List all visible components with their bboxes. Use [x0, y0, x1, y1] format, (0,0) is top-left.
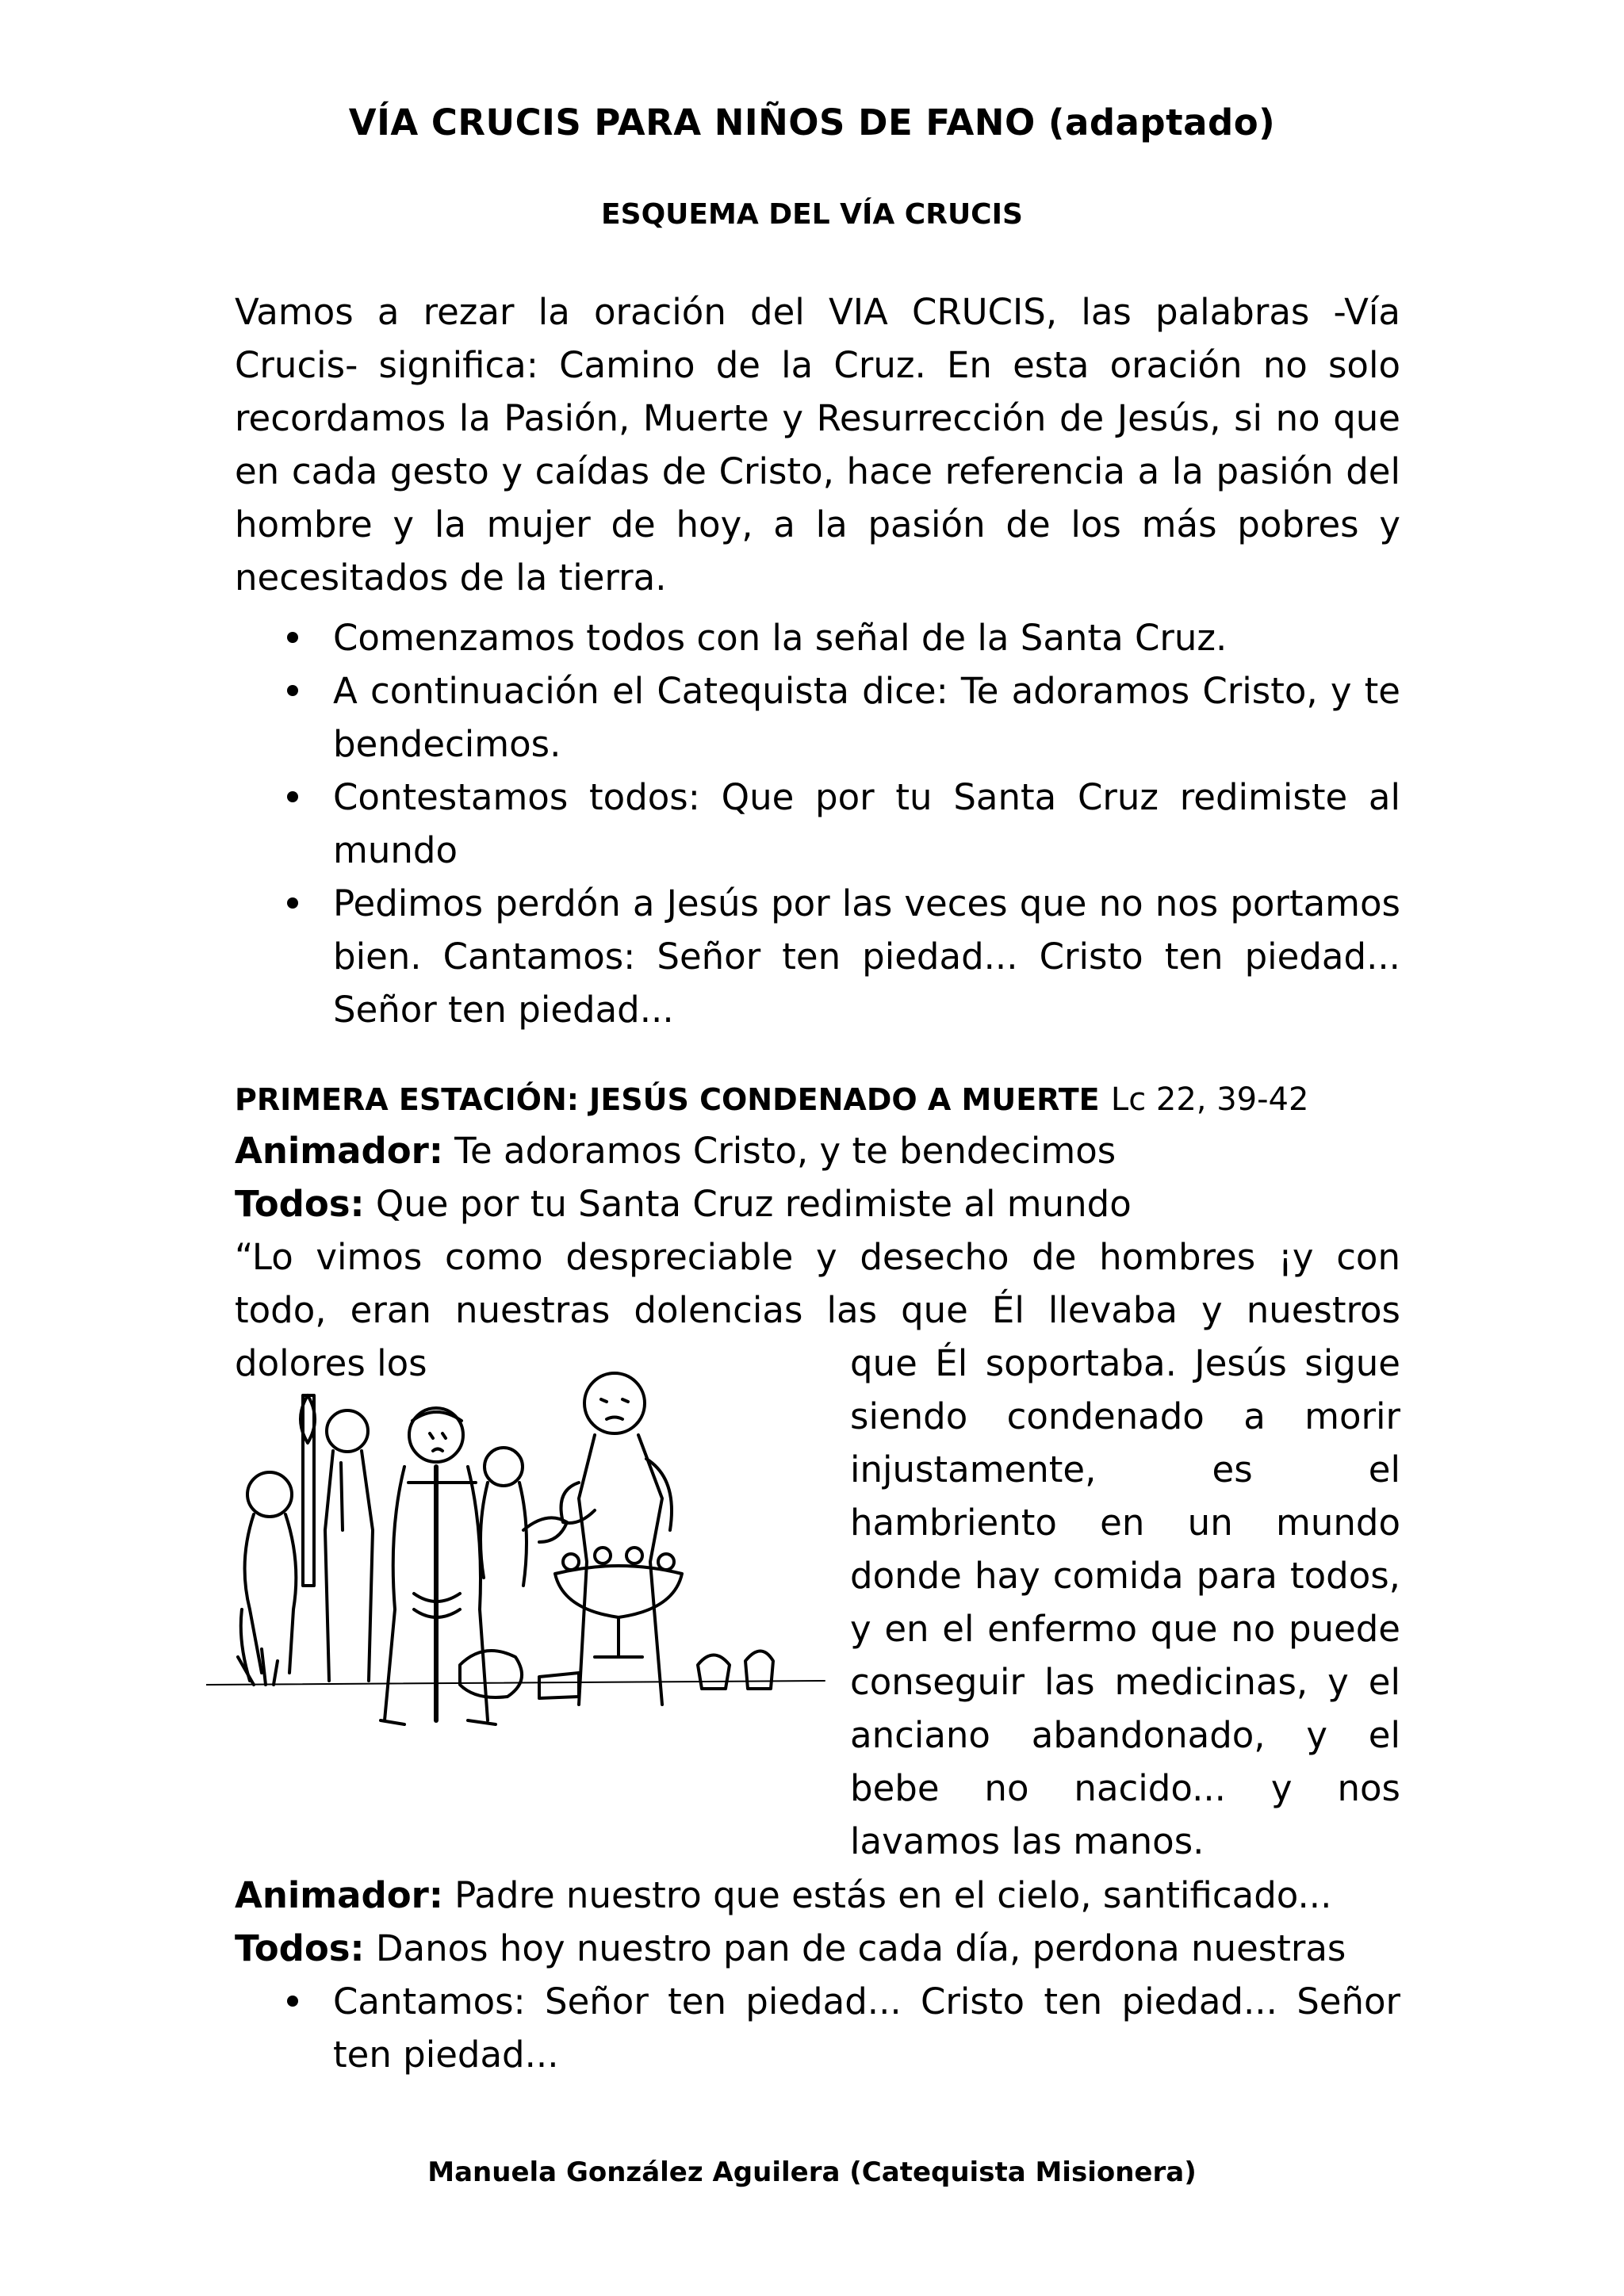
todos-text: Que por tu Santa Cruz redimiste al mundo: [375, 1183, 1132, 1225]
todos-label: Todos:: [235, 1927, 365, 1969]
station-bullet-list: [235, 1975, 1400, 2081]
bullet-icon: [287, 897, 298, 909]
animador-prayer-text: Padre nuestro que estás en el cielo, santificado...: [454, 1874, 1332, 1916]
intro-bullet-list: [235, 611, 1400, 1036]
todos-label: Todos:: [235, 1183, 365, 1225]
station-illustration: [206, 1372, 833, 1744]
list-item: Comenzamos todos con la señal de la Santa Cruz.: [235, 611, 1400, 664]
station-reflection: que Él soportaba. Jesús sigue siendo condenado a morir injustamente, es el hambriento en un mundo donde hay comida para todos, y en el enfermo que no puede conseguir las medicinas, y el anciano abandonado, y el bebe no nacido... y nos lavamos las manos.: [850, 1342, 1400, 1862]
station-heading: PRIMERA ESTACIÓN: JESÚS CONDENADO A MUERTE: [235, 1082, 1100, 1117]
document-footer: Manuela González Aguilera (Catequista Misionera): [427, 2156, 1197, 2188]
animador-line: [235, 1124, 1400, 1177]
bullet-icon: [287, 791, 298, 802]
list-item: A continuación el Catequista dice: Te adoramos Cristo, y te bendecimos.: [235, 664, 1400, 771]
intro-paragraph: Vamos a rezar la oración del VIA CRUCIS, las palabras -Vía Crucis- significa: Camino de la Cruz. En esta oración no solo recordamos la Pasión, Muerte y Resurrección de Jesús, si no que en cada gesto y caídas de Cristo, hace referencia a la pasión del hombre y la mujer de hoy, a la pasión de los más pobres y necesitados de la tierra.: [235, 291, 1400, 599]
station-quote: “Lo vimos como despreciable y desecho de hombres ¡y con todo, eran nuestras dolencias las que Él llevaba y nuestros dolores los: [235, 1236, 1400, 1384]
todos-line: [235, 1177, 1400, 1230]
animador-label: Animador:: [235, 1130, 443, 1172]
bullet-icon: [287, 1996, 298, 2007]
station-heading-line: [235, 1071, 1400, 1127]
todos-prayer-text: Danos hoy nuestro pan de cada día, perdona nuestras: [375, 1927, 1346, 1969]
list-item: Contestamos todos: Que por tu Santa Cruz redimiste al mundo: [235, 771, 1400, 877]
todos-prayer-line: [235, 1922, 1400, 1975]
list-item: Pedimos perdón a Jesús por las veces que no nos portamos bien. Cantamos: Señor ten piedad... Cristo ten piedad... Señor ten piedad...: [235, 877, 1400, 1036]
document-subtitle: ESQUEMA DEL VÍA CRUCIS: [601, 198, 1023, 231]
animador-prayer-line: [235, 1869, 1400, 1922]
station-reference: Lc 22, 39-42: [1110, 1081, 1309, 1118]
bullet-icon: [287, 632, 298, 643]
bullet-icon: [287, 685, 298, 696]
animador-text: Te adoramos Cristo, y te bendecimos: [454, 1130, 1116, 1172]
list-item: Cantamos: Señor ten piedad... Cristo ten piedad... Señor ten piedad...: [235, 1975, 1400, 2081]
animador-label: Animador:: [235, 1874, 443, 1916]
document-title: VÍA CRUCIS PARA NIÑOS DE FANO (adaptado): [348, 101, 1276, 144]
